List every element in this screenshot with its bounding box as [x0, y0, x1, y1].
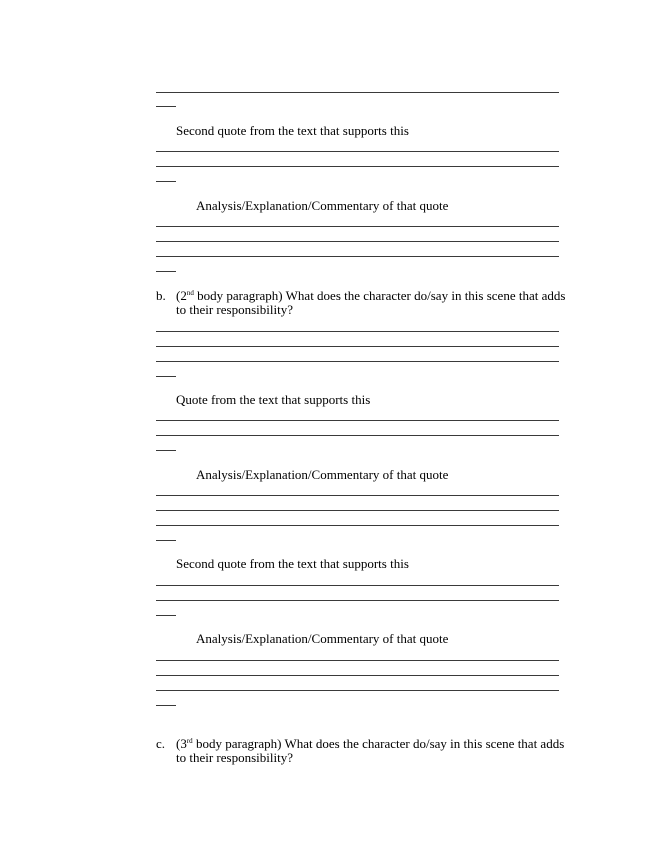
answer-line[interactable]: [156, 420, 559, 421]
analysis-prompt: Analysis/Explanation/Commentary of that quote: [196, 467, 449, 482]
second-quote-prompt: Second quote from the text that supports this: [176, 123, 409, 138]
question-b-body: body paragraph) What does the character do/say in this scene that adds to their responsibility?: [176, 288, 566, 317]
answer-line[interactable]: [156, 525, 559, 526]
answer-line[interactable]: [156, 166, 559, 167]
analysis-prompt: Analysis/Explanation/Commentary of that quote: [196, 631, 449, 646]
answer-line-end: [156, 106, 176, 107]
quote-prompt: Quote from the text that supports this: [176, 392, 371, 407]
question-c-ordinal-suffix: rd: [186, 737, 193, 745]
answer-line[interactable]: [156, 585, 559, 586]
answer-line[interactable]: [156, 495, 559, 496]
analysis-prompt: Analysis/Explanation/Commentary of that quote: [196, 198, 449, 213]
answer-line[interactable]: [156, 510, 559, 511]
answer-line[interactable]: [156, 92, 559, 93]
question-b-ordinal-suffix: nd: [186, 289, 194, 297]
second-quote-prompt: Second quote from the text that supports this: [176, 556, 409, 571]
answer-line[interactable]: [156, 241, 559, 242]
answer-line-end: [156, 271, 176, 272]
answer-line-end: [156, 540, 176, 541]
answer-line[interactable]: [156, 151, 559, 152]
answer-line[interactable]: [156, 226, 559, 227]
question-b-text: [176, 289, 576, 317]
answer-line[interactable]: [156, 600, 559, 601]
question-b-ordinal: (2: [176, 288, 187, 303]
question-c-body: body paragraph) What does the character do/say in this scene that adds to their responsibility?: [176, 736, 565, 765]
answer-line[interactable]: [156, 361, 559, 362]
answer-line[interactable]: [156, 256, 559, 257]
answer-line[interactable]: [156, 346, 559, 347]
answer-line-end: [156, 181, 176, 182]
question-c-ordinal: (3: [176, 736, 187, 751]
answer-line[interactable]: [156, 435, 559, 436]
answer-line[interactable]: [156, 675, 559, 676]
answer-line[interactable]: [156, 660, 559, 661]
question-c-text: [176, 737, 576, 765]
answer-line[interactable]: [156, 331, 559, 332]
question-b-marker: b.: [156, 288, 166, 303]
answer-line[interactable]: [156, 690, 559, 691]
answer-line-end: [156, 705, 176, 706]
question-c-marker: c.: [156, 736, 166, 751]
answer-line-end: [156, 450, 176, 451]
answer-line-end: [156, 615, 176, 616]
answer-line-end: [156, 376, 176, 377]
